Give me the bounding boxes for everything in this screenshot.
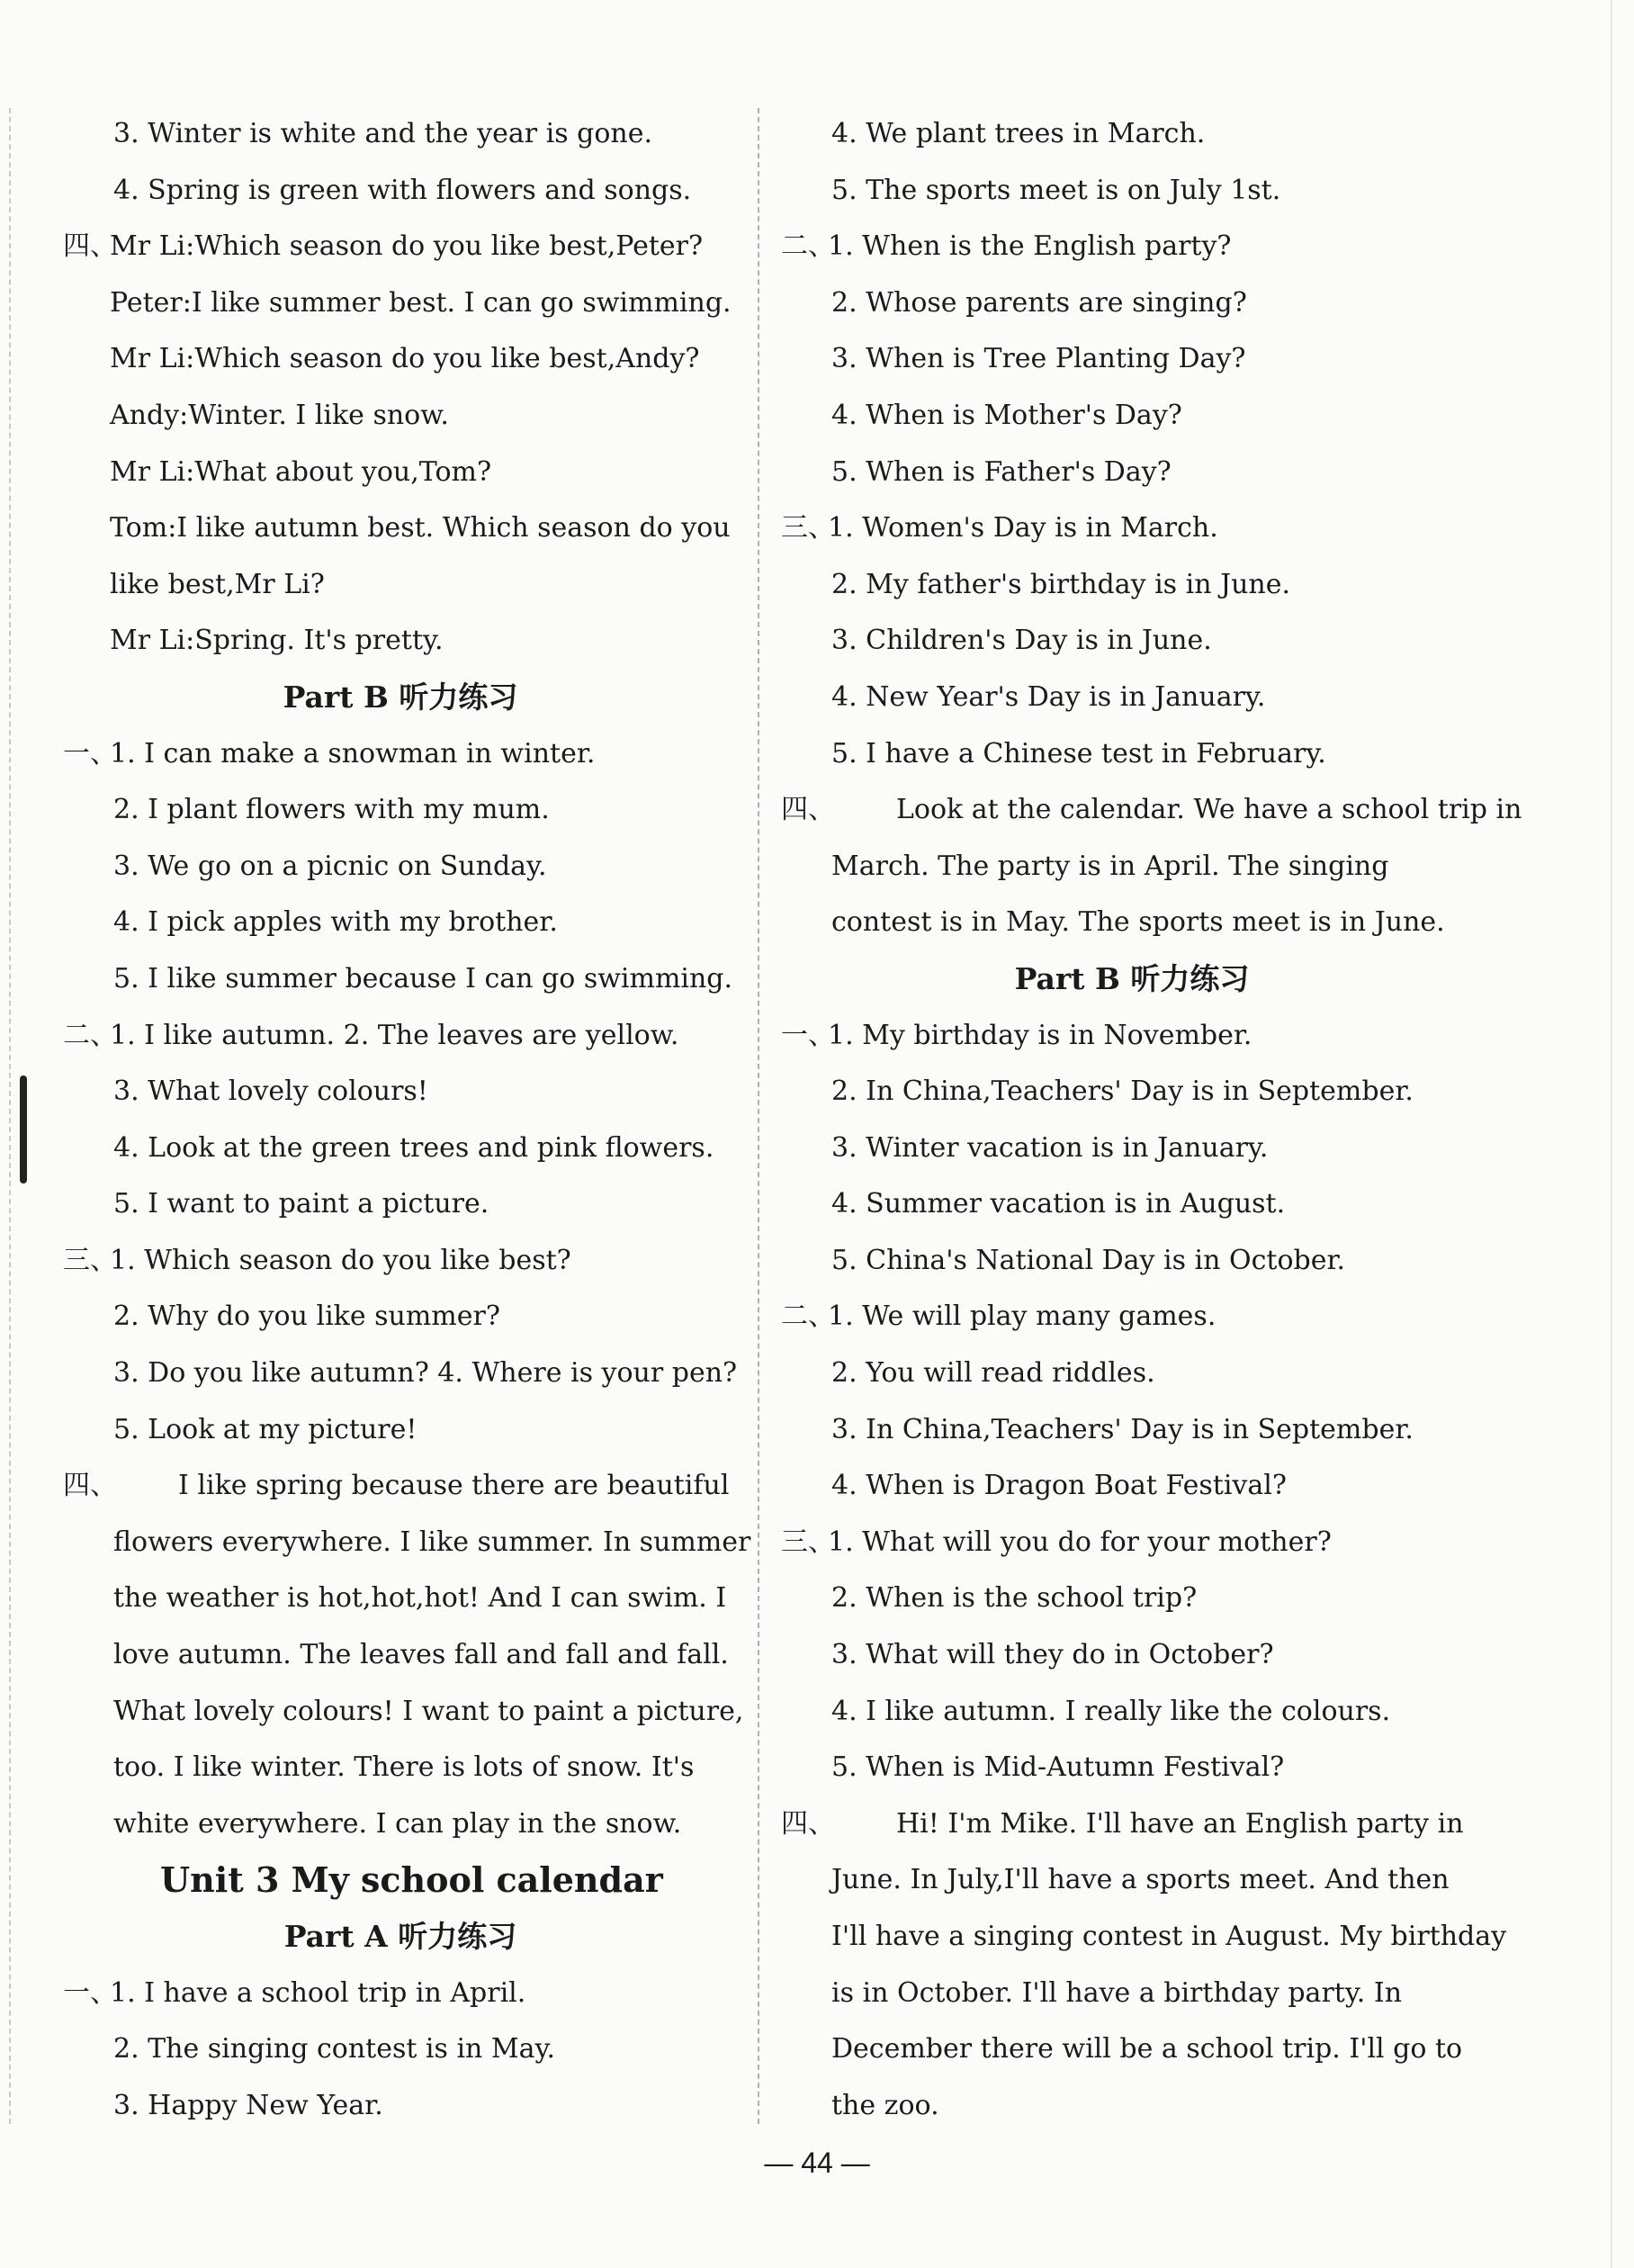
line-text: 1. My birthday is in November. bbox=[828, 1019, 1252, 1051]
line-text: 5. When is Father's Day? bbox=[831, 455, 1172, 488]
line-text: March. The party is in April. The singing bbox=[831, 850, 1389, 882]
text-line bbox=[781, 726, 1483, 783]
text-line bbox=[781, 1909, 1507, 1966]
text-line bbox=[781, 1570, 1483, 1627]
line-text: 4. New Year's Day is in January. bbox=[831, 680, 1266, 713]
line-text: is in October. I'll have a birthday party. In bbox=[831, 1976, 1403, 2009]
line-text: 2. When is the school trip? bbox=[831, 1582, 1198, 1615]
scan-mark bbox=[20, 1076, 27, 1184]
line-text: Mr Li:Which season do you like best,Peter? bbox=[110, 230, 704, 263]
item-prefix: 四、 bbox=[781, 1807, 835, 1840]
text-line bbox=[63, 1289, 738, 1346]
line-text: Tom:I like autumn best. Which season do you bbox=[110, 512, 731, 544]
line-text: 2. My father's birthday is in June. bbox=[831, 568, 1291, 600]
text-line bbox=[781, 275, 1483, 332]
section-heading bbox=[63, 670, 738, 726]
line-text: 2. Whose parents are singing? bbox=[831, 286, 1247, 319]
section-heading-text: Part B 听力练习 bbox=[283, 679, 518, 715]
item-prefix: 二、 bbox=[781, 230, 835, 263]
text-line bbox=[781, 782, 1522, 839]
line-text: 2. Why do you like summer? bbox=[113, 1300, 500, 1333]
text-line bbox=[63, 1233, 738, 1290]
text-line bbox=[781, 895, 1483, 951]
text-line bbox=[781, 445, 1483, 501]
text-line bbox=[63, 1346, 738, 1402]
line-text: 4. Summer vacation is in August. bbox=[831, 1188, 1286, 1220]
line-text: 4. I pick apples with my brother. bbox=[113, 906, 558, 939]
line-text: 3. What lovely colours! bbox=[113, 1076, 428, 1108]
text-line bbox=[781, 1515, 1483, 1571]
section-heading-text: Part A 听力练习 bbox=[283, 1919, 517, 1954]
line-text: 4. Look at the green trees and pink flowers. bbox=[113, 1131, 714, 1164]
text-line bbox=[63, 1008, 738, 1065]
text-line bbox=[781, 388, 1483, 445]
line-text: 1. Women's Day is in March. bbox=[828, 512, 1218, 544]
line-text: love autumn. The leaves fall and fall and fall. bbox=[113, 1639, 729, 1671]
line-text: 5. I like summer because I can go swimming. bbox=[113, 962, 733, 994]
line-text: 4. Spring is green with flowers and songs. bbox=[113, 174, 692, 206]
item-prefix: 二、 bbox=[63, 1019, 117, 1051]
text-line bbox=[781, 2078, 1483, 2135]
text-line bbox=[781, 557, 1483, 614]
text-line bbox=[63, 895, 738, 951]
line-text: 3. Happy New Year. bbox=[113, 2089, 383, 2121]
line-text: the weather is hot,hot,hot! And I can swim. I bbox=[113, 1582, 727, 1615]
line-text: Unit 3 My school calendar bbox=[160, 1859, 663, 1901]
line-text: 3. Winter vacation is in January. bbox=[831, 1131, 1269, 1164]
text-line bbox=[63, 1176, 738, 1233]
line-text: the zoo. bbox=[831, 2089, 939, 2121]
line-text: I like spring because there are beautiful bbox=[178, 1470, 730, 1502]
text-line bbox=[781, 331, 1483, 388]
text-line bbox=[63, 275, 738, 332]
text-line bbox=[63, 106, 738, 163]
line-text: too. I like winter. There is lots of snow. It's bbox=[113, 1751, 695, 1784]
line-text: 2. In China,Teachers' Day is in September. bbox=[831, 1076, 1414, 1108]
page-edge bbox=[1611, 0, 1612, 2268]
line-text: 3. What will they do in October? bbox=[831, 1639, 1274, 1671]
text-line bbox=[781, 106, 1483, 163]
line-text: 1. Which season do you like best? bbox=[110, 1244, 571, 1276]
unit-title bbox=[63, 1852, 738, 1909]
line-text: 4. When is Mother's Day? bbox=[831, 399, 1182, 431]
text-line bbox=[781, 1627, 1483, 1684]
text-line bbox=[63, 1796, 738, 1853]
text-line bbox=[781, 1008, 1483, 1065]
text-line bbox=[63, 500, 738, 557]
text-line bbox=[781, 1966, 1483, 2022]
line-text: white everywhere. I can play in the snow. bbox=[113, 1807, 682, 1840]
text-line bbox=[63, 1515, 751, 1571]
text-line bbox=[781, 1796, 1483, 1853]
line-text: 1. What will you do for your mother? bbox=[828, 1526, 1332, 1558]
page-number: — 44 — bbox=[764, 2146, 870, 2179]
text-line bbox=[781, 1346, 1483, 1402]
text-line bbox=[781, 1740, 1483, 1796]
line-text: like best,Mr Li? bbox=[110, 568, 325, 600]
text-line bbox=[63, 1684, 744, 1741]
text-line bbox=[63, 2021, 738, 2078]
line-text: 3. We go on a picnic on Sunday. bbox=[113, 850, 547, 882]
text-line bbox=[63, 1064, 738, 1120]
section-heading bbox=[63, 1909, 738, 1966]
item-prefix: 二、 bbox=[781, 1300, 835, 1333]
text-line bbox=[781, 1064, 1483, 1120]
item-prefix: 四、 bbox=[781, 794, 835, 826]
text-line bbox=[63, 1740, 738, 1796]
item-prefix: 四、 bbox=[63, 1470, 117, 1502]
line-text: December there will be a school trip. I'll go to bbox=[831, 2033, 1463, 2066]
text-line bbox=[781, 500, 1483, 557]
item-prefix: 三、 bbox=[781, 512, 835, 544]
text-line bbox=[63, 613, 738, 670]
text-line bbox=[63, 1120, 738, 1177]
text-line bbox=[781, 1402, 1483, 1459]
text-line bbox=[781, 670, 1483, 726]
line-text: Andy:Winter. I like snow. bbox=[110, 399, 449, 431]
item-prefix: 一、 bbox=[781, 1019, 835, 1051]
text-line bbox=[781, 1176, 1483, 1233]
line-text: 3. Winter is white and the year is gone. bbox=[113, 118, 653, 149]
line-text: flowers everywhere. I like summer. In summer bbox=[113, 1526, 751, 1558]
section-heading bbox=[781, 951, 1483, 1008]
text-line bbox=[781, 163, 1483, 220]
line-text: 5. Look at my picture! bbox=[113, 1413, 417, 1445]
line-text: Peter:I like summer best. I can go swimming. bbox=[110, 286, 732, 319]
text-line bbox=[63, 1966, 738, 2022]
text-line bbox=[781, 1233, 1483, 1290]
line-text: June. In July,I'll have a sports meet. And then bbox=[831, 1864, 1450, 1896]
line-text: 1. When is the English party? bbox=[828, 230, 1232, 263]
line-text: 5. The sports meet is on July 1st. bbox=[831, 174, 1281, 206]
column-divider bbox=[758, 108, 759, 2124]
line-text: 2. I plant flowers with my mum. bbox=[113, 794, 550, 826]
text-line bbox=[63, 557, 738, 614]
text-line bbox=[781, 1120, 1483, 1177]
text-line bbox=[781, 1684, 1483, 1741]
text-line bbox=[63, 839, 738, 896]
line-text: Look at the calendar. We have a school trip in bbox=[896, 794, 1522, 826]
line-text: 5. I have a Chinese test in February. bbox=[831, 737, 1326, 770]
text-line bbox=[781, 613, 1483, 670]
text-line bbox=[63, 782, 738, 839]
line-text: 1. We will play many games. bbox=[828, 1300, 1217, 1333]
line-text: 3. Do you like autumn? 4. Where is your pen? bbox=[113, 1357, 738, 1390]
line-text: Hi! I'm Mike. I'll have an English party in bbox=[896, 1807, 1464, 1840]
text-line bbox=[781, 839, 1483, 896]
line-text: 5. I want to paint a picture. bbox=[113, 1188, 489, 1220]
text-line bbox=[63, 1570, 738, 1627]
line-text: Mr Li:What about you,Tom? bbox=[110, 455, 492, 488]
text-line bbox=[63, 951, 738, 1008]
line-text: 3. Children's Day is in June. bbox=[831, 625, 1212, 657]
item-prefix: 一、 bbox=[63, 737, 117, 770]
text-line bbox=[781, 1852, 1483, 1909]
line-text: 5. China's National Day is in October. bbox=[831, 1244, 1346, 1276]
text-line bbox=[781, 219, 1483, 275]
line-text: 4. We plant trees in March. bbox=[831, 118, 1206, 149]
line-text: I'll have a singing contest in August. My birthday bbox=[831, 1921, 1507, 1952]
section-heading-text: Part B 听力练习 bbox=[1014, 960, 1250, 996]
text-line bbox=[781, 1289, 1483, 1346]
text-line bbox=[63, 219, 738, 275]
text-line bbox=[63, 388, 738, 445]
left-column bbox=[63, 106, 751, 2134]
line-text: Mr Li:Spring. It's pretty. bbox=[110, 625, 444, 657]
line-text: 2. The singing contest is in May. bbox=[113, 2033, 556, 2066]
text-line bbox=[63, 331, 738, 388]
item-prefix: 三、 bbox=[63, 1244, 117, 1276]
item-prefix: 一、 bbox=[63, 1976, 117, 2009]
line-text: What lovely colours! I want to paint a picture, bbox=[113, 1695, 744, 1727]
line-text: 4. I like autumn. I really like the colours. bbox=[831, 1695, 1391, 1727]
line-text: 2. You will read riddles. bbox=[831, 1357, 1155, 1390]
item-prefix: 三、 bbox=[781, 1526, 835, 1558]
line-text: 1. I have a school trip in April. bbox=[110, 1976, 526, 2009]
line-text: Mr Li:Which season do you like best,Andy? bbox=[110, 343, 700, 375]
binding-margin-line bbox=[9, 108, 11, 2124]
text-line bbox=[63, 445, 738, 501]
line-text: 3. In China,Teachers' Day is in September. bbox=[831, 1413, 1414, 1445]
right-column bbox=[781, 106, 1522, 2134]
line-text: contest is in May. The sports meet is in June. bbox=[831, 906, 1445, 939]
line-text: 3. When is Tree Planting Day? bbox=[831, 343, 1246, 375]
line-text: 1. I can make a snowman in winter. bbox=[110, 737, 596, 770]
line-text: 4. When is Dragon Boat Festival? bbox=[831, 1470, 1287, 1502]
item-prefix: 四、 bbox=[63, 230, 117, 263]
text-line bbox=[63, 1458, 738, 1515]
text-line bbox=[781, 1458, 1483, 1515]
text-line bbox=[63, 726, 738, 783]
text-line bbox=[63, 2078, 738, 2135]
line-text: 5. When is Mid-Autumn Festival? bbox=[831, 1751, 1285, 1784]
text-line bbox=[63, 1627, 738, 1684]
text-line bbox=[63, 163, 738, 220]
text-line bbox=[63, 1402, 738, 1459]
text-line bbox=[781, 2021, 1483, 2078]
line-text: 1. I like autumn. 2. The leaves are yellow. bbox=[110, 1019, 679, 1051]
